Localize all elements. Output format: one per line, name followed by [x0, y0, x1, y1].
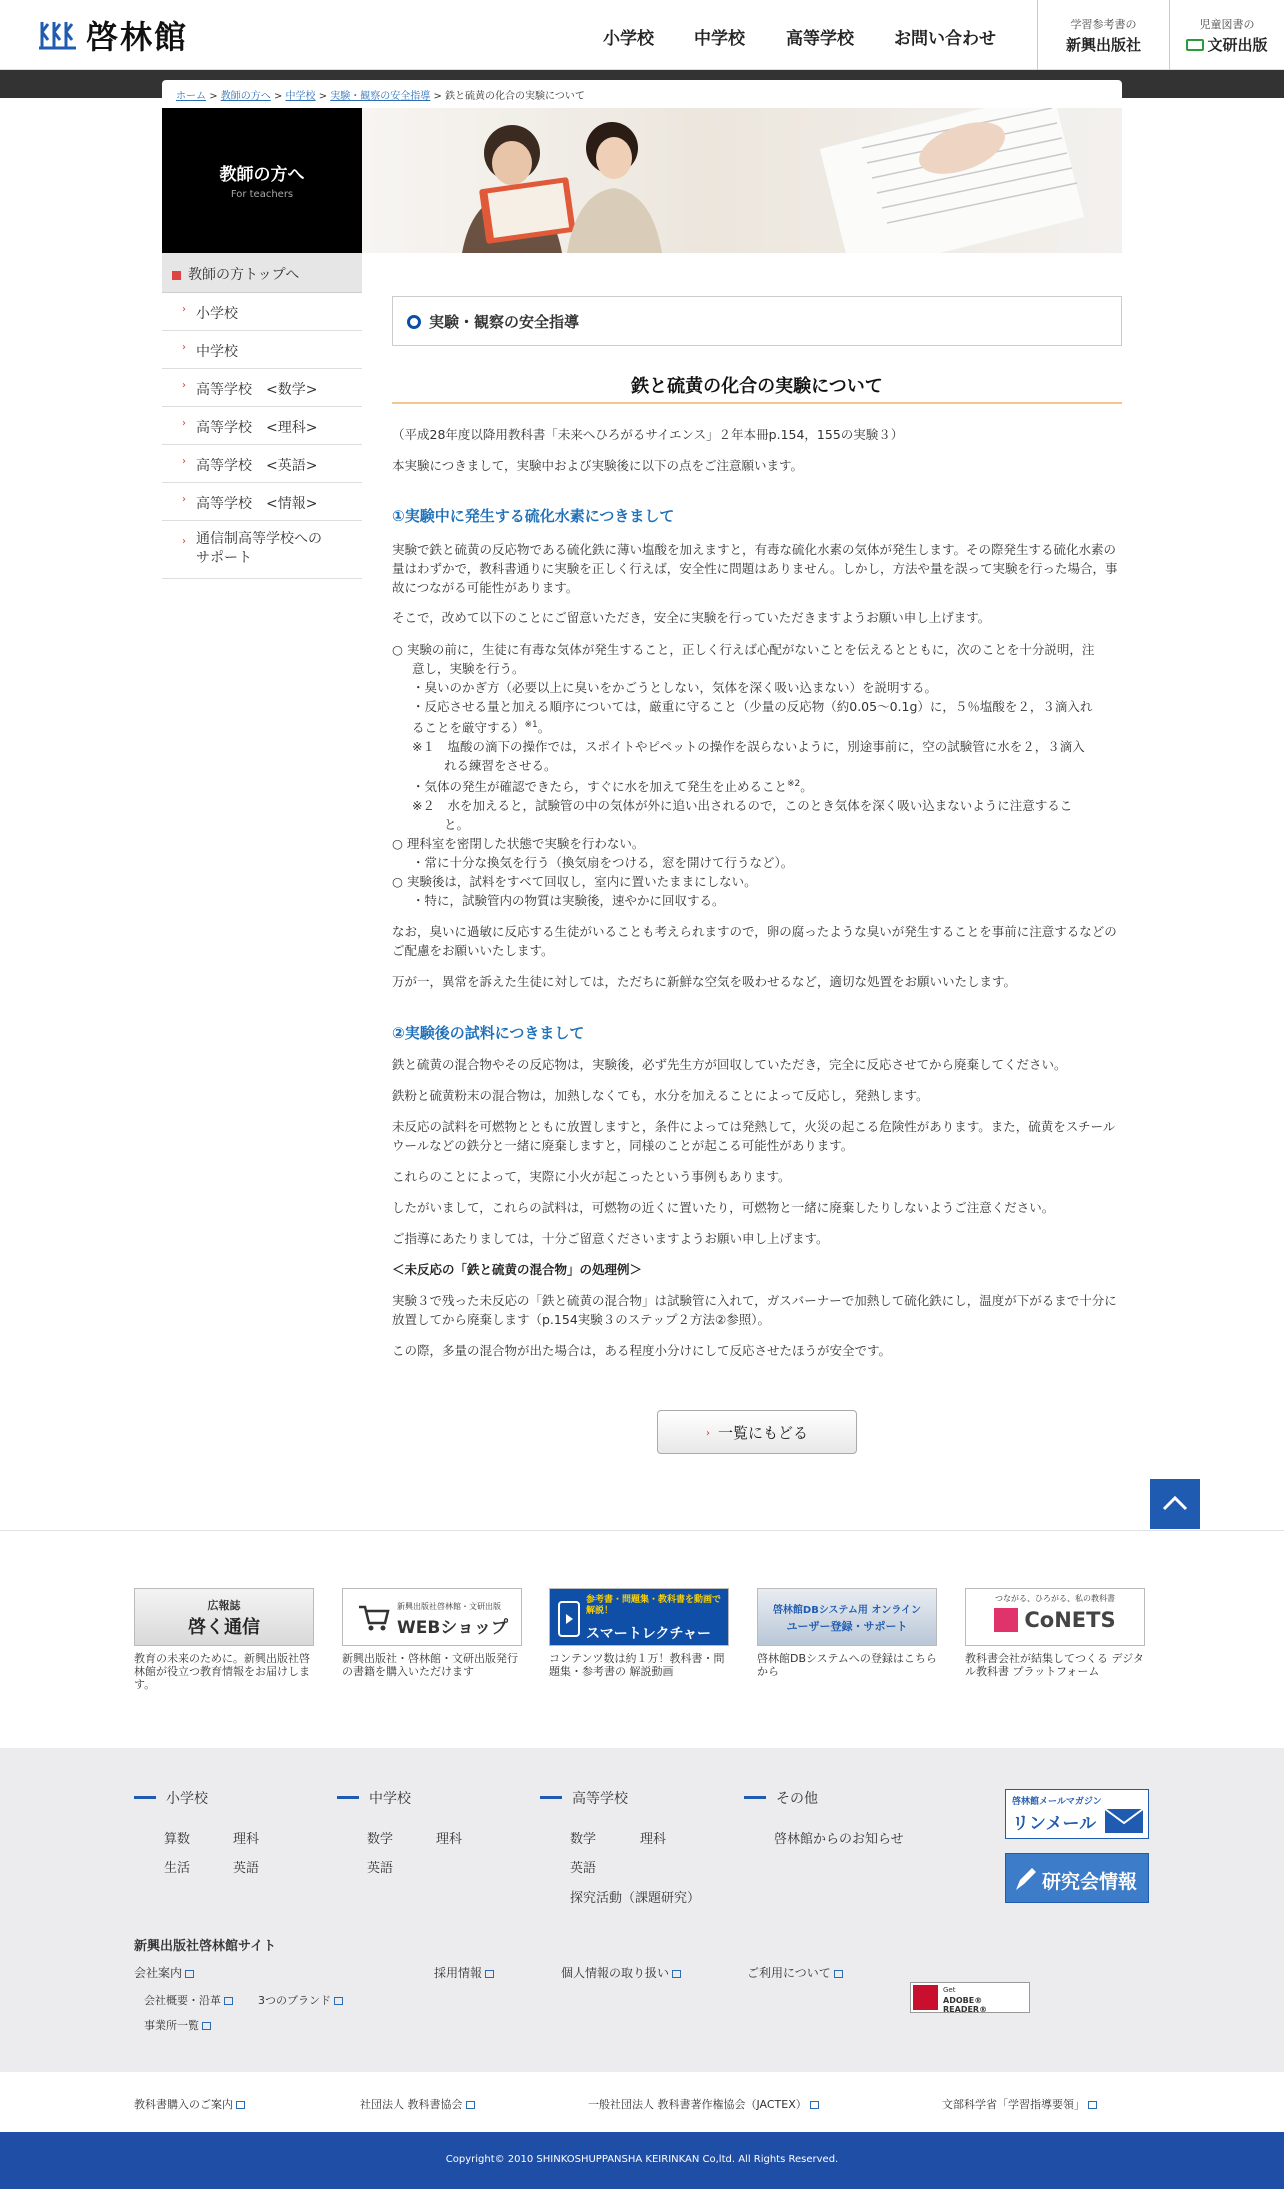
banner-smart-lecture[interactable]	[549, 1588, 729, 1678]
site-logo[interactable]	[38, 14, 188, 56]
footer-link-recruit[interactable]: 採用情報	[434, 1964, 494, 1981]
paragraph-4: 万が一，異常を訴えた生徒に対しては，ただちに新鮮な空気を吸わせるなど，適切な処置をお願いいたします。	[392, 974, 1017, 989]
list-item: ※２ 水を加えると，試験管の中の気体が外に追い出されるので，このとき気体を深く吸い込まないように注意するこ	[412, 798, 1073, 814]
external-link-icon	[834, 1970, 843, 1978]
list-item: と。	[444, 817, 470, 833]
footer-link-english[interactable]: 英語	[570, 1861, 597, 1876]
logo-mark-icon	[38, 18, 78, 52]
list-item: ・常に十分な換気を行う（換気扇をつける，窓を開けて行うなど）。	[412, 855, 794, 871]
banner-db-system[interactable]	[757, 1588, 937, 1678]
list-item: ○ 実験後は，試料をすべて回収し，室内に置いたままにしない。	[392, 874, 757, 890]
pencil-icon	[1012, 1864, 1038, 1894]
paragraph-6: 鉄粉と硫黄粉末の混合物は，加熱しなくても，水分を加えることによって反応し，発熱します。	[392, 1088, 929, 1103]
paragraph-1: 実験で鉄と硫黄の反応物である硫化鉄に薄い塩酸を加えますと，有毒な硫化水素の気体が発生します。その際発生する硫化水素の量はわずかで，教科書通りに実験を正しく行えば，安全性に問題はありません。しかし，方法や量を誤って実験を行った場合，事故につながる可能性があります。	[392, 542, 1118, 595]
banner-image: 啓林館DBシステム用 オンライン ユーザー登録・サポート	[757, 1588, 937, 1646]
footer-link-overview[interactable]: 会社概要・沿革	[144, 1992, 233, 2008]
banner-caption: 教科書会社が結集してつくる デジタル教科書 プラットフォーム	[965, 1652, 1144, 1678]
paragraph-11: 実験３で残った未反応の「鉄と硫黄の混合物」は試験管に入れて，ガスバーナーで加熱して硫化鉄にし，温度が下がるまで十分に放置してから廃棄します（p.154実験３のステップ２方法②参照）。	[392, 1293, 1117, 1327]
footer-link-science[interactable]: 理科	[233, 1832, 260, 1847]
precaution-list	[392, 640, 1122, 910]
breadcrumb: ホーム > 教師の方へ > 中学校 > 実験・観察の安全指導 > 鉄と硫黄の化合の実験について	[162, 80, 1122, 108]
nav-junior-high[interactable]: 中学校	[694, 29, 745, 49]
chevron-right-icon: ›	[182, 342, 186, 353]
list-item: ○ 理科室を密閉した状態で実験を行わない。	[392, 836, 645, 852]
shinko-small: 学習参考書の	[1070, 18, 1137, 31]
shopping-cart-icon	[357, 1603, 391, 1633]
list-item: ・特に，試験管内の物質は実験後，速やかに回収する。	[412, 893, 725, 909]
breadcrumb-junior-high[interactable]: 中学校	[285, 91, 316, 102]
footer-heading-other: その他	[744, 1788, 818, 1808]
square-bullet-icon	[172, 271, 181, 280]
list-item: ることを厳守する）$^{※1}$。	[412, 720, 551, 736]
conets-logo-icon	[994, 1608, 1018, 1632]
footer-link-brands[interactable]: 3つのブランド	[258, 1992, 343, 2008]
banner-image: 参考書・問題集・教科書を動画で解説！ スマートレクチャー	[549, 1588, 729, 1646]
hero-image	[362, 108, 1122, 253]
external-link-icon	[334, 1997, 343, 2005]
list-item: ○ 実験の前に，生徒に有毒な気体が発生すること，正しく行えば心配がないことを伝えるとともに，次のことを十分説明，注	[392, 642, 1095, 657]
external-link-icon	[1088, 2101, 1097, 2109]
footer-heading-elementary: 小学校	[134, 1788, 208, 1808]
bunken-logo-icon	[1186, 39, 1204, 51]
logo-text: 啓林館	[86, 18, 189, 56]
external-link-icon	[185, 1970, 194, 1978]
footer-site-title: 新興出版社啓林館サイト	[134, 1939, 277, 1954]
chevron-right-icon: ›	[182, 456, 186, 467]
nav-elementary[interactable]: 小学校	[603, 29, 654, 49]
footer-link-offices[interactable]: 事業所一覧	[144, 2017, 211, 2033]
sidebar-nav	[162, 253, 362, 579]
footer-link-math[interactable]: 数学	[367, 1832, 394, 1847]
footer-link-life[interactable]: 生活	[164, 1861, 191, 1876]
external-link-icon	[810, 2101, 819, 2109]
external-link-icon	[202, 2022, 211, 2030]
banner-caption: コンテンツ数は約１万！教科書・問題集・参考書の 解説動画	[549, 1652, 725, 1678]
article-title: 鉄と硫黄の化合の実験について	[392, 372, 1122, 404]
list-item: れる練習をさせる。	[444, 758, 557, 774]
banner-caption: 啓林館DBシステムへの登録はこちらから	[757, 1652, 937, 1678]
bunken-small: 児童図書の	[1199, 18, 1255, 31]
external-link-icon	[466, 2101, 475, 2109]
banner-image: つながる、ひろがる、私の教科書 CoNETS	[965, 1588, 1145, 1646]
sidebar-item-high-science[interactable]: › 高等学校 <理科>	[162, 407, 362, 445]
chevron-right-icon: ›	[182, 380, 186, 391]
paragraph-3: なお，臭いに過敏に反応する生徒がいることも考えられますので，卵の腐ったような臭いが発生することを事前に注意するなどのご配慮をお願いいたします。	[392, 924, 1117, 958]
list-item: 意し，実験を行う。	[412, 661, 525, 676]
sidebar-item-high-info[interactable]: › 高等学校 <情報>	[162, 483, 362, 521]
paragraph-10: ご指導にあたりましては，十分ご留意くださいますようお願い申し上げます。	[392, 1231, 829, 1246]
external-link-icon	[672, 1970, 681, 1978]
shinko-link[interactable]	[1037, 0, 1169, 70]
footer-link-science[interactable]: 理科	[436, 1832, 463, 1847]
bunken-link[interactable]	[1169, 0, 1284, 70]
chevron-up-icon	[1150, 1479, 1200, 1529]
ext-link-mext[interactable]: 文部科学省「学習指導要領」	[942, 2096, 1097, 2112]
paragraph-12: この際，多量の混合物が出た場合は，ある程度小分けにして反応させたほうが安全です。	[392, 1343, 892, 1358]
copyright: Copyright© 2010 SHINKOSHUPPANSHA KEIRINKAN Co,ltd. All Rights Reserved.	[0, 2132, 1284, 2189]
external-link-icon	[485, 1970, 494, 1978]
list-item: ・臭いのかぎ方（必要以上に臭いをかごうとしない，気体を深く吸い込まない）を説明する。	[412, 680, 938, 695]
nav-contact[interactable]: お問い合わせ	[894, 29, 996, 49]
chevron-right-icon: ›	[182, 494, 186, 505]
footer-link-news[interactable]: 啓林館からのお知らせ	[774, 1832, 904, 1847]
section-heading: 実験・観察の安全指導	[392, 296, 1122, 346]
paragraph-9: したがいまして，これらの試料は，可燃物の近くに置いたり，可燃物と一緒に廃棄したりしないようご注意ください。	[392, 1200, 1055, 1215]
list-item: ・気体の発生が確認できたら，すぐに水を加えて発生を止めること$^{※2}$。	[412, 779, 813, 795]
banner-conets[interactable]	[965, 1588, 1145, 1678]
divider	[0, 1530, 1284, 1531]
breadcrumb-safety[interactable]: 実験・観察の安全指導	[330, 91, 431, 102]
footer-heading-junior-high: 中学校	[337, 1788, 411, 1808]
footer-link-english[interactable]: 英語	[367, 1861, 394, 1876]
chevron-right-icon: ›	[182, 304, 186, 315]
ext-link-jactex[interactable]: 一般社団法人 教科書著作権協会（JACTEX）	[588, 2096, 819, 2112]
footer-link-math[interactable]: 算数	[164, 1832, 191, 1847]
banner-image: 新興出版社啓林館・文研出版 WEBショップ	[342, 1588, 522, 1646]
students-reading-illustration	[362, 108, 1122, 253]
envelope-icon	[1104, 1808, 1144, 1834]
sidebar-item-correspondence[interactable]: › 通信制高等学校への サポート	[162, 521, 362, 579]
intro-text: 本実験につきまして，実験中および実験後に以下の点をご注意願います。	[392, 458, 804, 473]
intro-reference: （平成28年度以降用教科書「未来へひろがるサイエンス」２年本冊p.154，155の実験３）	[392, 427, 904, 442]
sidebar-item-junior-high[interactable]: › 中学校	[162, 331, 362, 369]
ext-link-textbook-association[interactable]: 社団法人 教科書協会	[360, 2096, 475, 2112]
shinko-name: 新興出版社	[1065, 36, 1141, 54]
nav-high-school[interactable]: 高等学校	[786, 29, 854, 49]
chevron-right-icon: ›	[182, 418, 186, 429]
sidebar-item-teachers-top[interactable]: 教師の方トップへ	[162, 253, 362, 293]
back-to-list-button[interactable]: › 一覧にもどる	[657, 1410, 857, 1454]
footer-link-privacy[interactable]: 個人情報の取り扱い	[561, 1964, 681, 1981]
mail-magazine-banner[interactable]: 啓林館メールマガジン リンメール	[1005, 1789, 1149, 1839]
banner-hiraku-tsushin[interactable]	[134, 1588, 314, 1691]
research-info-banner[interactable]: 研究会情報	[1005, 1853, 1149, 1903]
sidebar-title-block	[162, 108, 362, 253]
external-link-icon	[224, 1997, 233, 2005]
site-header	[0, 0, 1284, 70]
sidebar-title: 教師の方へ	[219, 165, 305, 185]
paragraph-5: 鉄と硫黄の混合物やその反応物は，実験後，必ず先生方が回収していただき，完全に反応させてから廃棄してください。	[392, 1057, 1067, 1072]
smartphone-icon	[558, 1601, 580, 1637]
banner-web-shop[interactable]	[342, 1588, 522, 1678]
heading-samples: ②実験後の試料につきまして	[392, 1024, 585, 1042]
paragraph-2: そこで，改めて以下のことにご留意いただき，安全に実験を行っていただきますようお願い申し上げます。	[392, 610, 991, 625]
breadcrumb-home[interactable]: ホーム	[176, 91, 206, 102]
footer-heading-high-school: 高等学校	[540, 1788, 628, 1808]
footer-link-terms[interactable]: ご利用について	[747, 1964, 843, 1981]
paragraph-8: これらのことによって，実際に小火が起こったという事例もあります。	[392, 1169, 791, 1184]
chevron-right-icon: ›	[705, 1428, 710, 1439]
adobe-reader-badge[interactable]: Get ADOBE® READER®	[910, 1982, 1030, 2013]
scroll-to-top-button[interactable]	[1150, 1479, 1200, 1529]
breadcrumb-current: 鉄と硫黄の化合の実験について	[445, 91, 585, 102]
adobe-logo-icon	[913, 1985, 938, 2010]
footer-link-inquiry[interactable]: 探究活動（課題研究）	[570, 1891, 701, 1906]
breadcrumb-teachers[interactable]: 教師の方へ	[220, 91, 271, 102]
sidebar-item-high-english[interactable]: › 高等学校 <英語>	[162, 445, 362, 483]
sidebar-item-high-math[interactable]: › 高等学校 <数学>	[162, 369, 362, 407]
banner-caption: 教育の未来のために。新興出版社啓林館が役立つ教育情報をお届けします。	[134, 1652, 310, 1691]
heading-hydrogen-sulfide: ①実験中に発生する硫化水素につきまして	[392, 507, 675, 525]
sidebar-item-elementary[interactable]: › 小学校	[162, 293, 362, 331]
bunken-name: 文研出版	[1170, 34, 1284, 55]
sidebar-subtitle: For teachers	[230, 189, 294, 200]
banner-caption: 新興出版社・啓林館・文研出版発行の書籍を購入いただけます	[342, 1652, 518, 1678]
footer-link-company[interactable]: 会社案内	[134, 1964, 194, 1981]
external-link-icon	[236, 2101, 245, 2109]
circle-bullet-icon	[407, 315, 421, 329]
chevron-right-icon: ›	[182, 536, 186, 547]
footer-link-english[interactable]: 英語	[233, 1861, 260, 1876]
footer-link-math[interactable]: 数学	[570, 1832, 597, 1847]
footer-link-science[interactable]: 理科	[640, 1832, 667, 1847]
ext-link-textbook-purchase[interactable]: 教科書購入のご案内	[134, 2096, 245, 2112]
list-item: ・反応させる量と加える順序については，厳重に守ること（少量の反応物（約0.05～0.1g）に，５％塩酸を２，３滴入れ	[412, 699, 1093, 714]
disposal-example-heading: ＜未反応の「鉄と硫黄の混合物」の処理例＞	[392, 1262, 643, 1277]
paragraph-7: 未反応の試料を可燃物とともに放置しますと，条件によっては発熱して，火災の起こる危険性があります。また，硫黄をスチールウールなどの鉄分と一緒に廃棄しますと，同様のことが起こる可能性があります。	[392, 1119, 1116, 1153]
banner-image: 広報誌 啓く通信	[134, 1588, 314, 1646]
list-item: ※１ 塩酸の滴下の操作では，スポイトやピペットの操作を誤らないように，別途事前に，空の試験管に水を２，３滴入	[412, 739, 1085, 755]
